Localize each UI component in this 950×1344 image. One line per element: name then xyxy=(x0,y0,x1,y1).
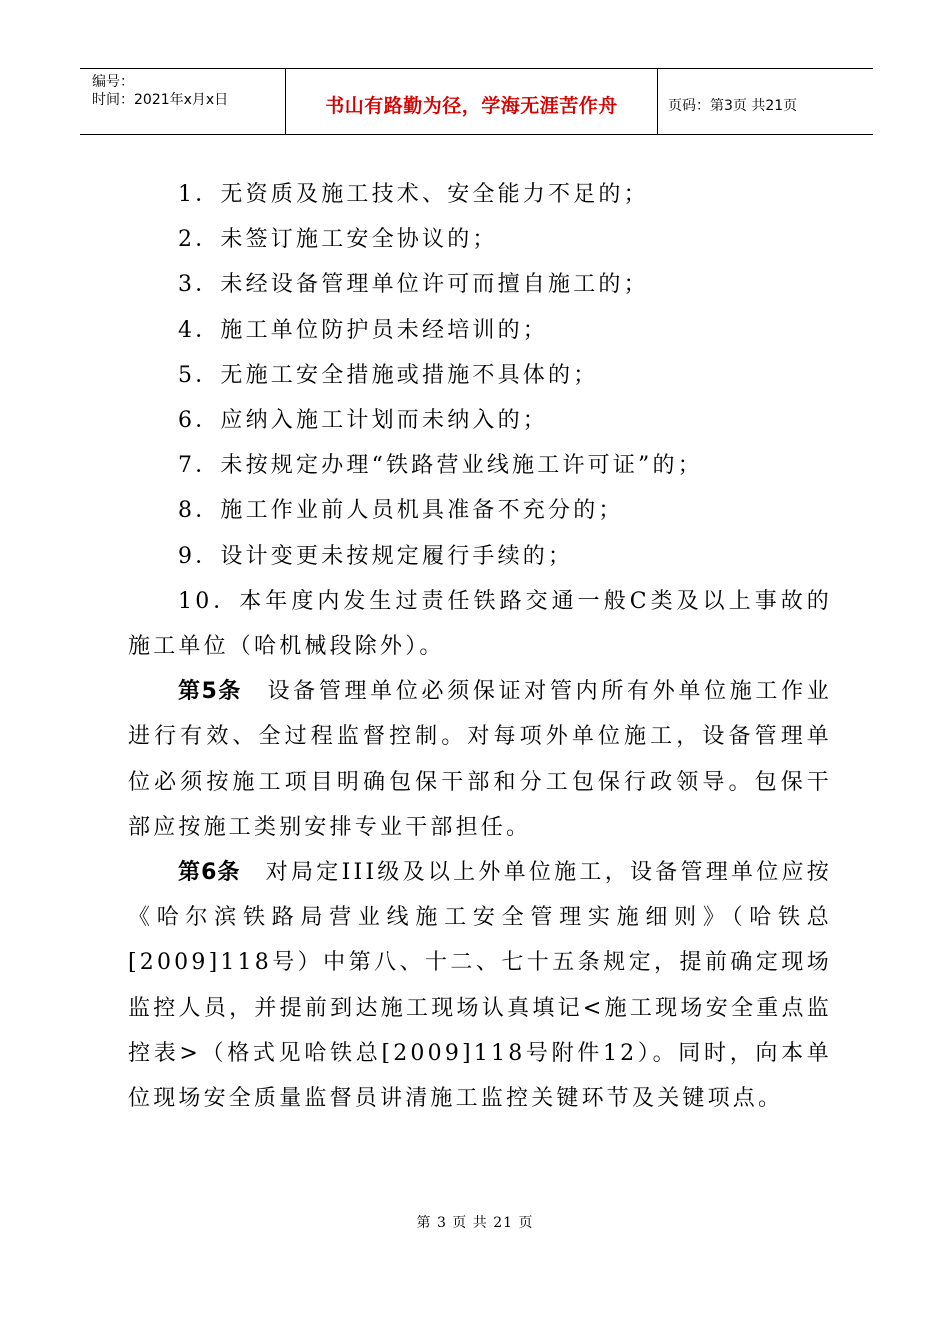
list-item: 3．未经设备管理单位许可而擅自施工的； xyxy=(178,272,649,298)
page-header xyxy=(80,68,873,135)
header-meta-cell xyxy=(80,69,286,134)
article-5 xyxy=(128,669,832,850)
list-item-10: 10．本年度内发生过责任铁路交通一般C类及以上事故的施工单位（哈机械段除外）。 xyxy=(128,588,832,660)
article-6-number: 第6条 xyxy=(178,860,241,886)
list-item: 1．无资质及施工技术、安全能力不足的； xyxy=(178,182,649,207)
list-item: 8．施工作业前人员机具准备不充分的； xyxy=(178,498,624,524)
article-6-text: 对局定III级及以上外单位施工，设备管理单位应按《哈尔滨铁路局营业线施工安全管理实施细则》（哈铁总[2009]118号）中第八、十二、七十五条规定，提前确定现场监控人员，并提前到达施工现场认真填记<施工现场安全重点监控表>（格式见哈铁总[2009]118号附件12）。同时，向本单位现场安全质量监督员讲清施工监控关键环节及关键项点。 xyxy=(128,860,833,1112)
page-footer: 第 3 页 共 21 页 xyxy=(416,1215,534,1231)
article-5-text: 设备管理单位必须保证对管内所有外单位施工作业进行有效、全过程监督控制。对每项外单位施工，设备管理单位必须按施工项目明确包保干部和分工包保行政领导。包保干部应按施工类别安排专业干部担任。 xyxy=(128,679,833,840)
list-item: 4．施工单位防护员未经培训的； xyxy=(178,317,548,343)
header-motto: 书山有路勤为径，学海无涯苦作舟 xyxy=(286,69,658,134)
list-item: 9．设计变更未按规定履行手续的； xyxy=(178,543,574,569)
document-number-label: 编号： xyxy=(92,74,134,90)
list-item: 7．未按规定办理“铁路营业线施工许可证”的； xyxy=(178,453,703,479)
list-item: 5．无施工安全措施或措施不具体的； xyxy=(178,362,599,388)
header-page-label: 页码：第3页 共21页 xyxy=(668,97,798,114)
list-item: 6．应纳入施工计划而未纳入的； xyxy=(178,408,548,434)
document-body xyxy=(128,172,832,1121)
document-time-label: 时间：2021年x月x日 xyxy=(92,92,229,108)
article-6 xyxy=(128,850,832,1121)
list-item: 2．未签订施工安全协议的； xyxy=(178,227,498,253)
article-5-number: 第5条 xyxy=(178,679,242,705)
